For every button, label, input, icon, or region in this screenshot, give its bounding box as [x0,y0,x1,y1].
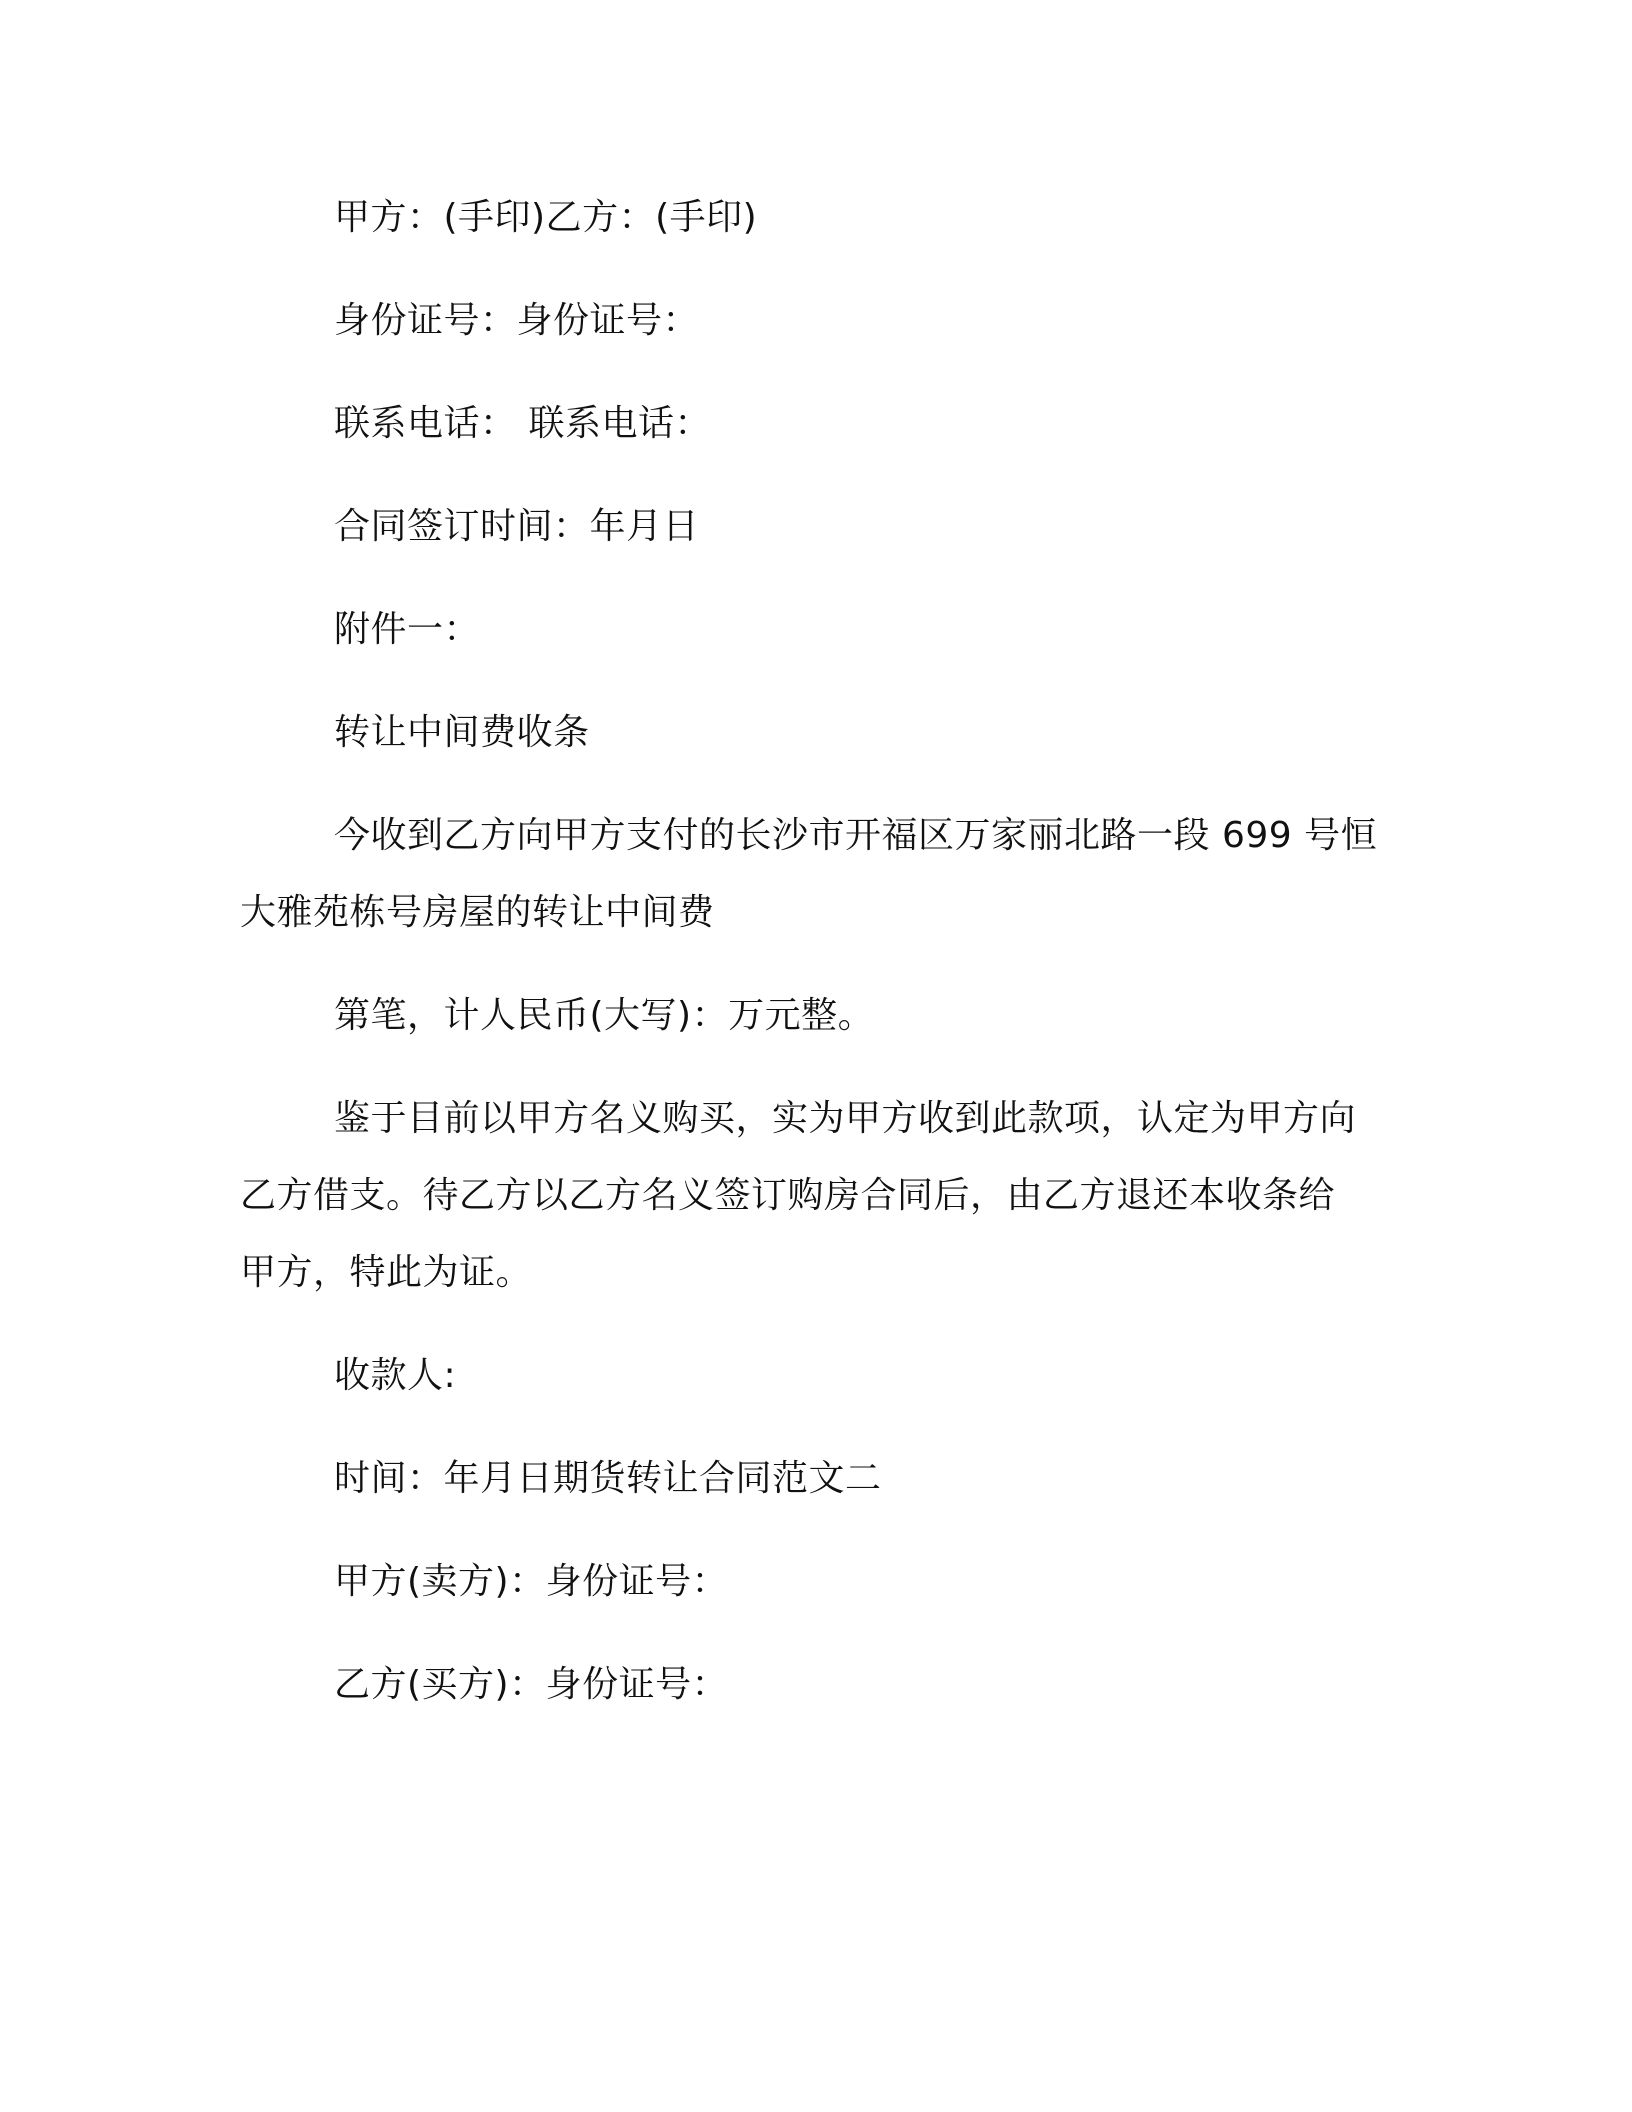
amount-line: 第笔，计人民币(大写)：万元整。 [334,995,875,1036]
terms-line-2: 乙方借支。待乙方以乙方名义签订购房合同后，由乙方退还本收条给 [240,1175,1336,1216]
party-signature-line: 甲方：(手印)乙方：(手印) [334,197,758,238]
terms-line-3: 甲方，特此为证。 [240,1252,533,1293]
contract-date-line: 合同签订时间：年月日 [334,506,700,547]
phone-line: 联系电话： 联系电话： [334,403,711,444]
receipt-body-line-2: 大雅苑栋号房屋的转让中间费 [240,892,715,933]
id-number-line: 身份证号：身份证号： [334,300,700,341]
payee-line: 收款人: [334,1355,457,1396]
receipt-body-line-1: 今收到乙方向甲方支付的长沙市开福区万家丽北路一段 699 号恒 [334,815,1378,856]
buyer-line: 乙方(买方)：身份证号： [334,1664,729,1705]
seller-line: 甲方(卖方)：身份证号： [334,1561,729,1602]
time-heading-line: 时间：年月日期货转让合同范文二 [334,1458,882,1499]
terms-line-1: 鉴于目前以甲方名义购买，实为甲方收到此款项，认定为甲方向 [334,1098,1357,1139]
receipt-title: 转让中间费收条 [334,712,590,753]
attachment-heading: 附件一： [334,609,481,650]
